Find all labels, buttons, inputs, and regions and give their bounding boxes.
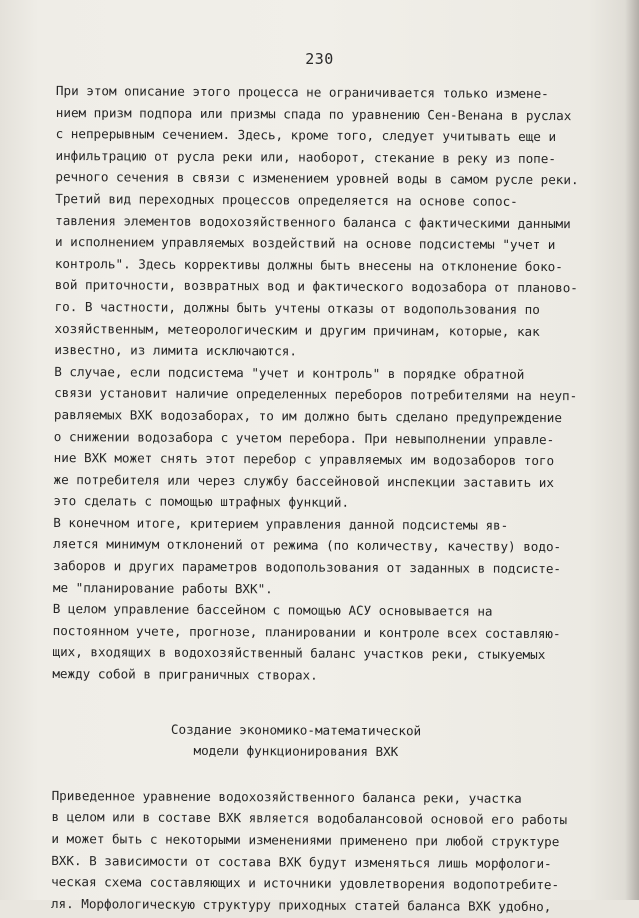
text-line: контроль". Здесь коррективы должны быть внесены на отклонение боко- — [54, 255, 563, 274]
text-line: ляется минимум отклонений от режима (по количеству, качеству) водо- — [53, 536, 562, 555]
text-line: заборов и других параметров водопользования от заданных в подсисте- — [52, 558, 562, 577]
paragraph — [53, 361, 602, 516]
text-line: же потребителя или через службу бассейновой инспекции заставить их — [53, 471, 555, 490]
text-line: В конечном итоге, критерием управления данной подсистемы яв- — [53, 514, 509, 533]
text-line: тавления элементов водохозяйственного баланса с фактическими данными — [55, 212, 571, 231]
text-line: о снижении водозабора с учетом перебора. При невыполнении управле- — [53, 428, 555, 447]
paragraph — [54, 188, 603, 364]
text-line: между собой в приграничных створах. — [52, 666, 318, 683]
text-line: и исполнением управляемых воздействий на основе подсистемы "учет и — [54, 234, 556, 253]
text-line: щих, входящих в водохозяйственный баланс участков реки, стыкуемых — [52, 644, 546, 663]
text-line: постоянном учете, прогнозе, планировании и контроле всех составляю- — [52, 622, 561, 641]
paragraph — [51, 785, 600, 918]
text-line: в целом или в составе ВХК является водобалансовой основой его работы — [51, 809, 568, 828]
text-line: В целом управление бассейном с помощью АСУ основывается на — [52, 601, 493, 619]
text-line: Приведенное уравнение водохозяйственного баланса реки, участка — [51, 787, 522, 806]
page-number: 230 — [305, 50, 334, 68]
text-line: известно, из лимита исключаются. — [54, 342, 298, 359]
text-line: В случае, если подсистема "учет и контроль" в порядке обратной — [54, 363, 525, 382]
text-line: ВХК. В зависимости от состава ВХК будут изменяться лишь морфологи- — [51, 852, 552, 871]
text-line: го. В частности, должны быть учтены отказы от водопользования по — [54, 298, 540, 317]
body-text — [51, 80, 604, 918]
heading-line: Создание экономико-математической — [170, 721, 422, 738]
paragraph — [55, 80, 604, 191]
paragraph — [52, 598, 601, 688]
text-line: Третий вид переходных процессов определяется на основе сопос- — [55, 190, 518, 209]
paragraphs-before-heading — [52, 80, 604, 688]
text-line: ческая схема составляющих и источники удовлетворения водопотребите- — [51, 874, 560, 893]
text-line: инфильтрацию от русла реки или, наоборот, стекание в реку из попе- — [55, 147, 556, 166]
text-line: это сделать с помощью штрафных функций. — [53, 493, 350, 511]
text-line: и может быть с некоторыми изменениями применено при любой структуре — [51, 830, 560, 850]
text-line: нием призм подпора или призмы спада по уравнению Сен-Венана в руслах — [55, 104, 572, 123]
text-line: вой приточности, возвратных вод и фактического водозабора от планово- — [54, 277, 578, 296]
text-line: хозяйственным, метеорологическим и другим причинам, которые, как — [54, 320, 540, 339]
paragraphs-after-heading — [51, 785, 600, 918]
text-line: связи установит наличие определенных переборов потребителями на неуп- — [54, 385, 578, 404]
paragraph — [53, 512, 602, 602]
text-line: ме "планирование работы ВХК". — [52, 579, 273, 596]
text-line: При этом описание этого процесса не ограничивается только измене- — [55, 82, 549, 102]
text-line: ля. Морфологическую структуру приходных статей баланса ВХК удобно, — [50, 895, 552, 914]
text-line: ние ВХК может снять этот перебор с управляемых им водозаборов того — [53, 450, 555, 469]
text-line: речного сечения в связи с изменением уровней воды в самом русле реки. — [55, 169, 579, 188]
heading-line: модели функционирования ВХК — [193, 743, 399, 760]
text-line: с непрерывным сечением. Здесь, кроме того, следует учитывать еще и — [55, 126, 557, 145]
text-line: равляемых ВХК водозаборах, то им должно быть сделано предупреждение — [53, 406, 562, 426]
section-heading — [22, 717, 570, 764]
